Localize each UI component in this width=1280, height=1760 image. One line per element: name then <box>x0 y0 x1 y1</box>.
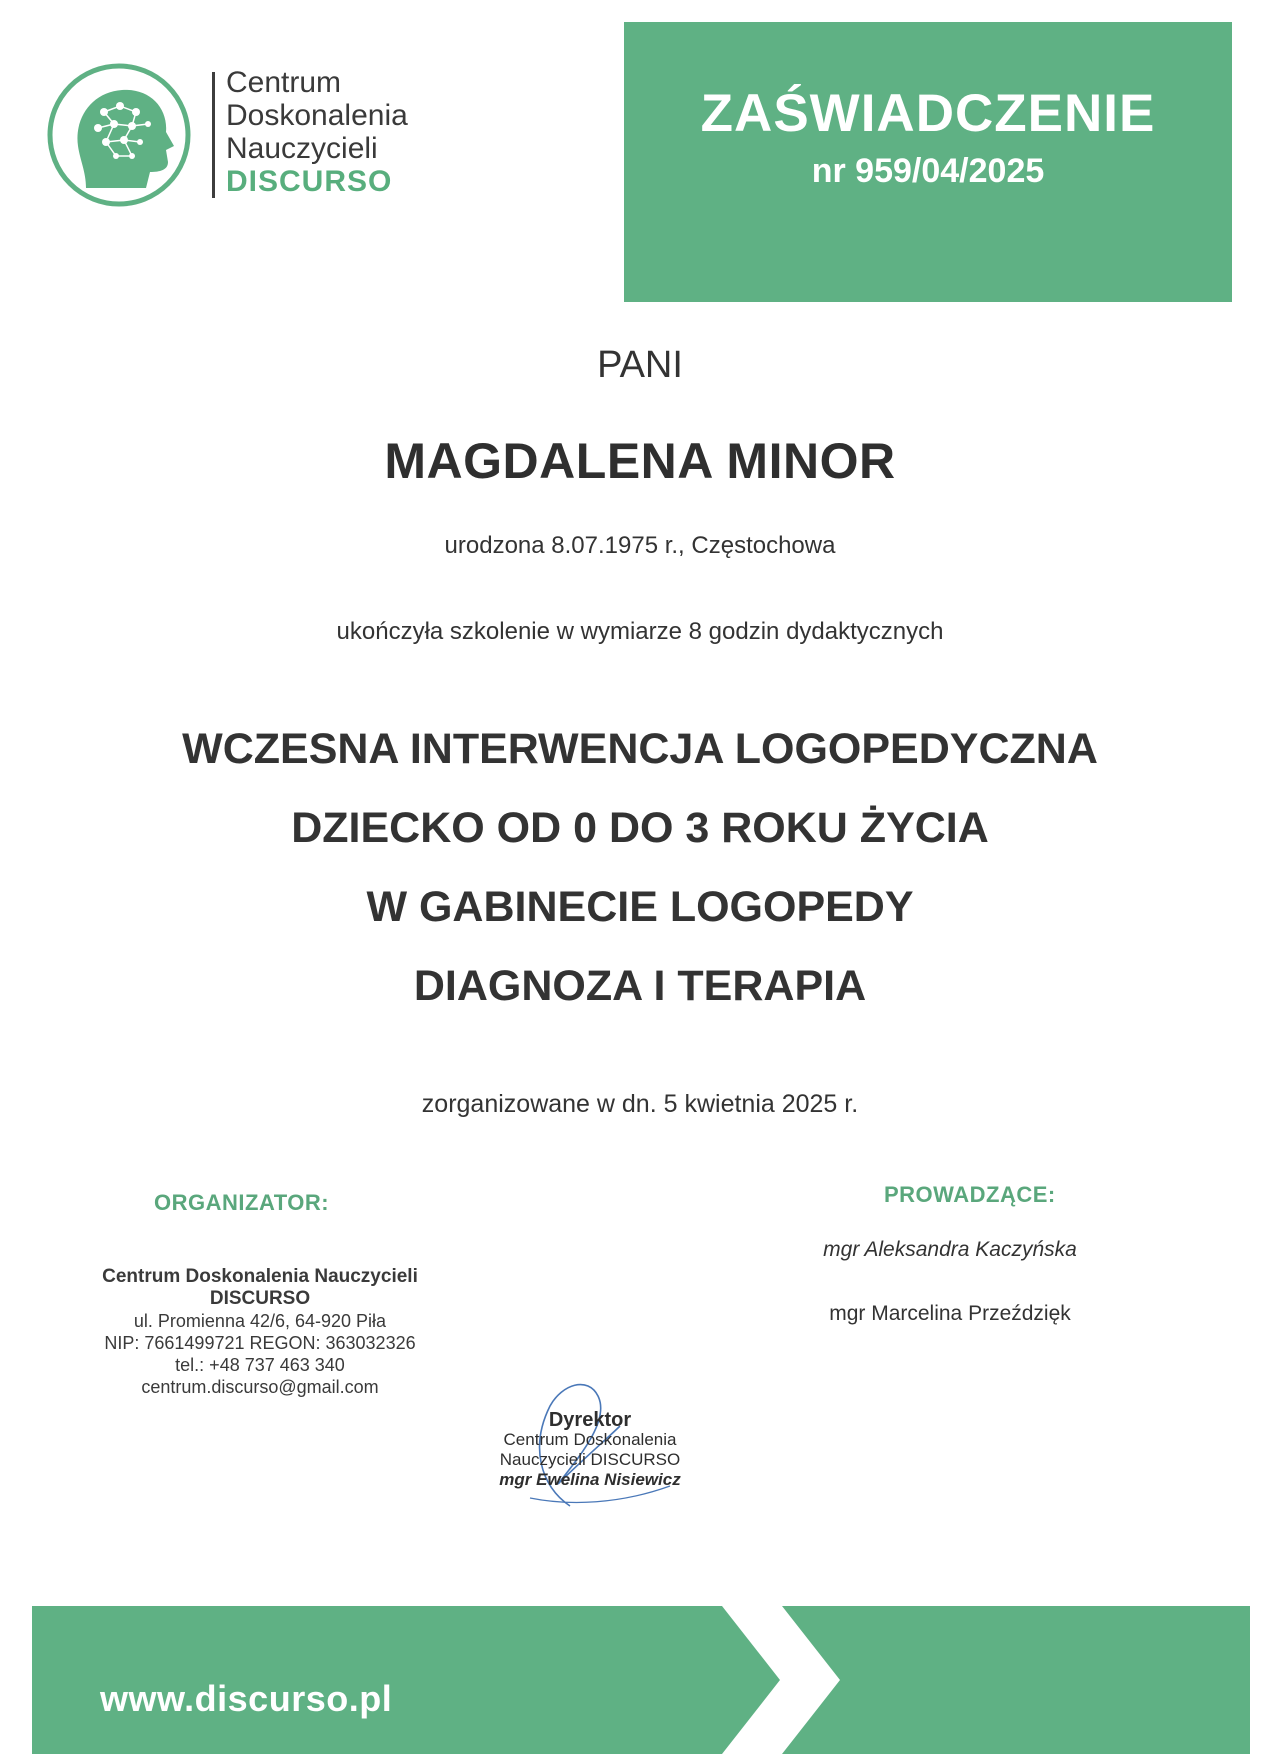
course-title-line: W GABINECIE LOGOPEDY <box>366 883 914 931</box>
director-title: Dyrektor <box>548 1409 632 1431</box>
course-title-line: WCZESNA INTERWENCJA LOGOPEDYCZNA <box>182 725 1098 773</box>
organizer-label: ORGANIZATOR: <box>154 1190 330 1215</box>
website-link[interactable]: www.discurso.pl <box>100 1678 393 1719</box>
organized-date: zorganizowane w dn. 5 kwietnia 2025 r. <box>421 1090 859 1118</box>
logo-text <box>226 66 408 198</box>
logo-line-1: Centrum <box>226 66 342 99</box>
logo-line-3: Nauczycieli <box>226 132 378 165</box>
logo-brand: DISCURSO <box>226 165 393 198</box>
organizer-ids: NIP: 7661499721 REGON: 363032326 <box>104 1333 416 1353</box>
organizer-email: centrum.discurso@gmail.com <box>141 1377 379 1397</box>
recipient-name: MAGDALENA MINOR <box>384 433 896 489</box>
director-stamp <box>450 1410 730 1490</box>
salutation: PANI <box>597 344 683 386</box>
director-name: mgr Ewelina Nisiewicz <box>499 1470 681 1489</box>
logo-divider <box>212 72 215 198</box>
organizer-name: Centrum Doskonalenia Nauczycieli <box>102 1266 418 1287</box>
leader-name: mgr Aleksandra Kaczyńska <box>823 1238 1077 1261</box>
certificate-number: nr 959/04/2025 <box>811 152 1045 190</box>
course-title-line: DIAGNOZA I TERAPIA <box>413 962 867 1010</box>
director-line-1: Centrum Doskonalenia <box>503 1430 677 1449</box>
leaders-label: PROWADZĄCE: <box>884 1182 1056 1207</box>
certificate-title: ZAŚWIADCZENIE <box>700 84 1156 143</box>
organizer-logo <box>46 62 446 212</box>
completion-statement: ukończyła szkolenie w wymiarze 8 godzin dydaktycznych <box>336 618 944 645</box>
certificate-header-box <box>624 22 1232 302</box>
organizer-brand: DISCURSO <box>209 1288 311 1309</box>
course-title <box>0 710 1280 1026</box>
organizer-address: ul. Promienna 42/6, 64-920 Piła <box>133 1311 387 1331</box>
organizer-phone: tel.: +48 737 463 340 <box>175 1355 345 1375</box>
logo-line-2: Doskonalenia <box>226 99 408 132</box>
course-title-line: DZIECKO OD 0 DO 3 ROKU ŻYCIA <box>291 804 989 852</box>
birth-info: urodzona 8.07.1975 r., Częstochowa <box>444 532 836 559</box>
director-line-2: Nauczycieli DISCURSO <box>499 1450 681 1469</box>
organizer-stamp <box>60 1266 460 1398</box>
leader-name: mgr Marcelina Przeździęk <box>829 1302 1071 1325</box>
head-network-icon <box>46 62 192 208</box>
